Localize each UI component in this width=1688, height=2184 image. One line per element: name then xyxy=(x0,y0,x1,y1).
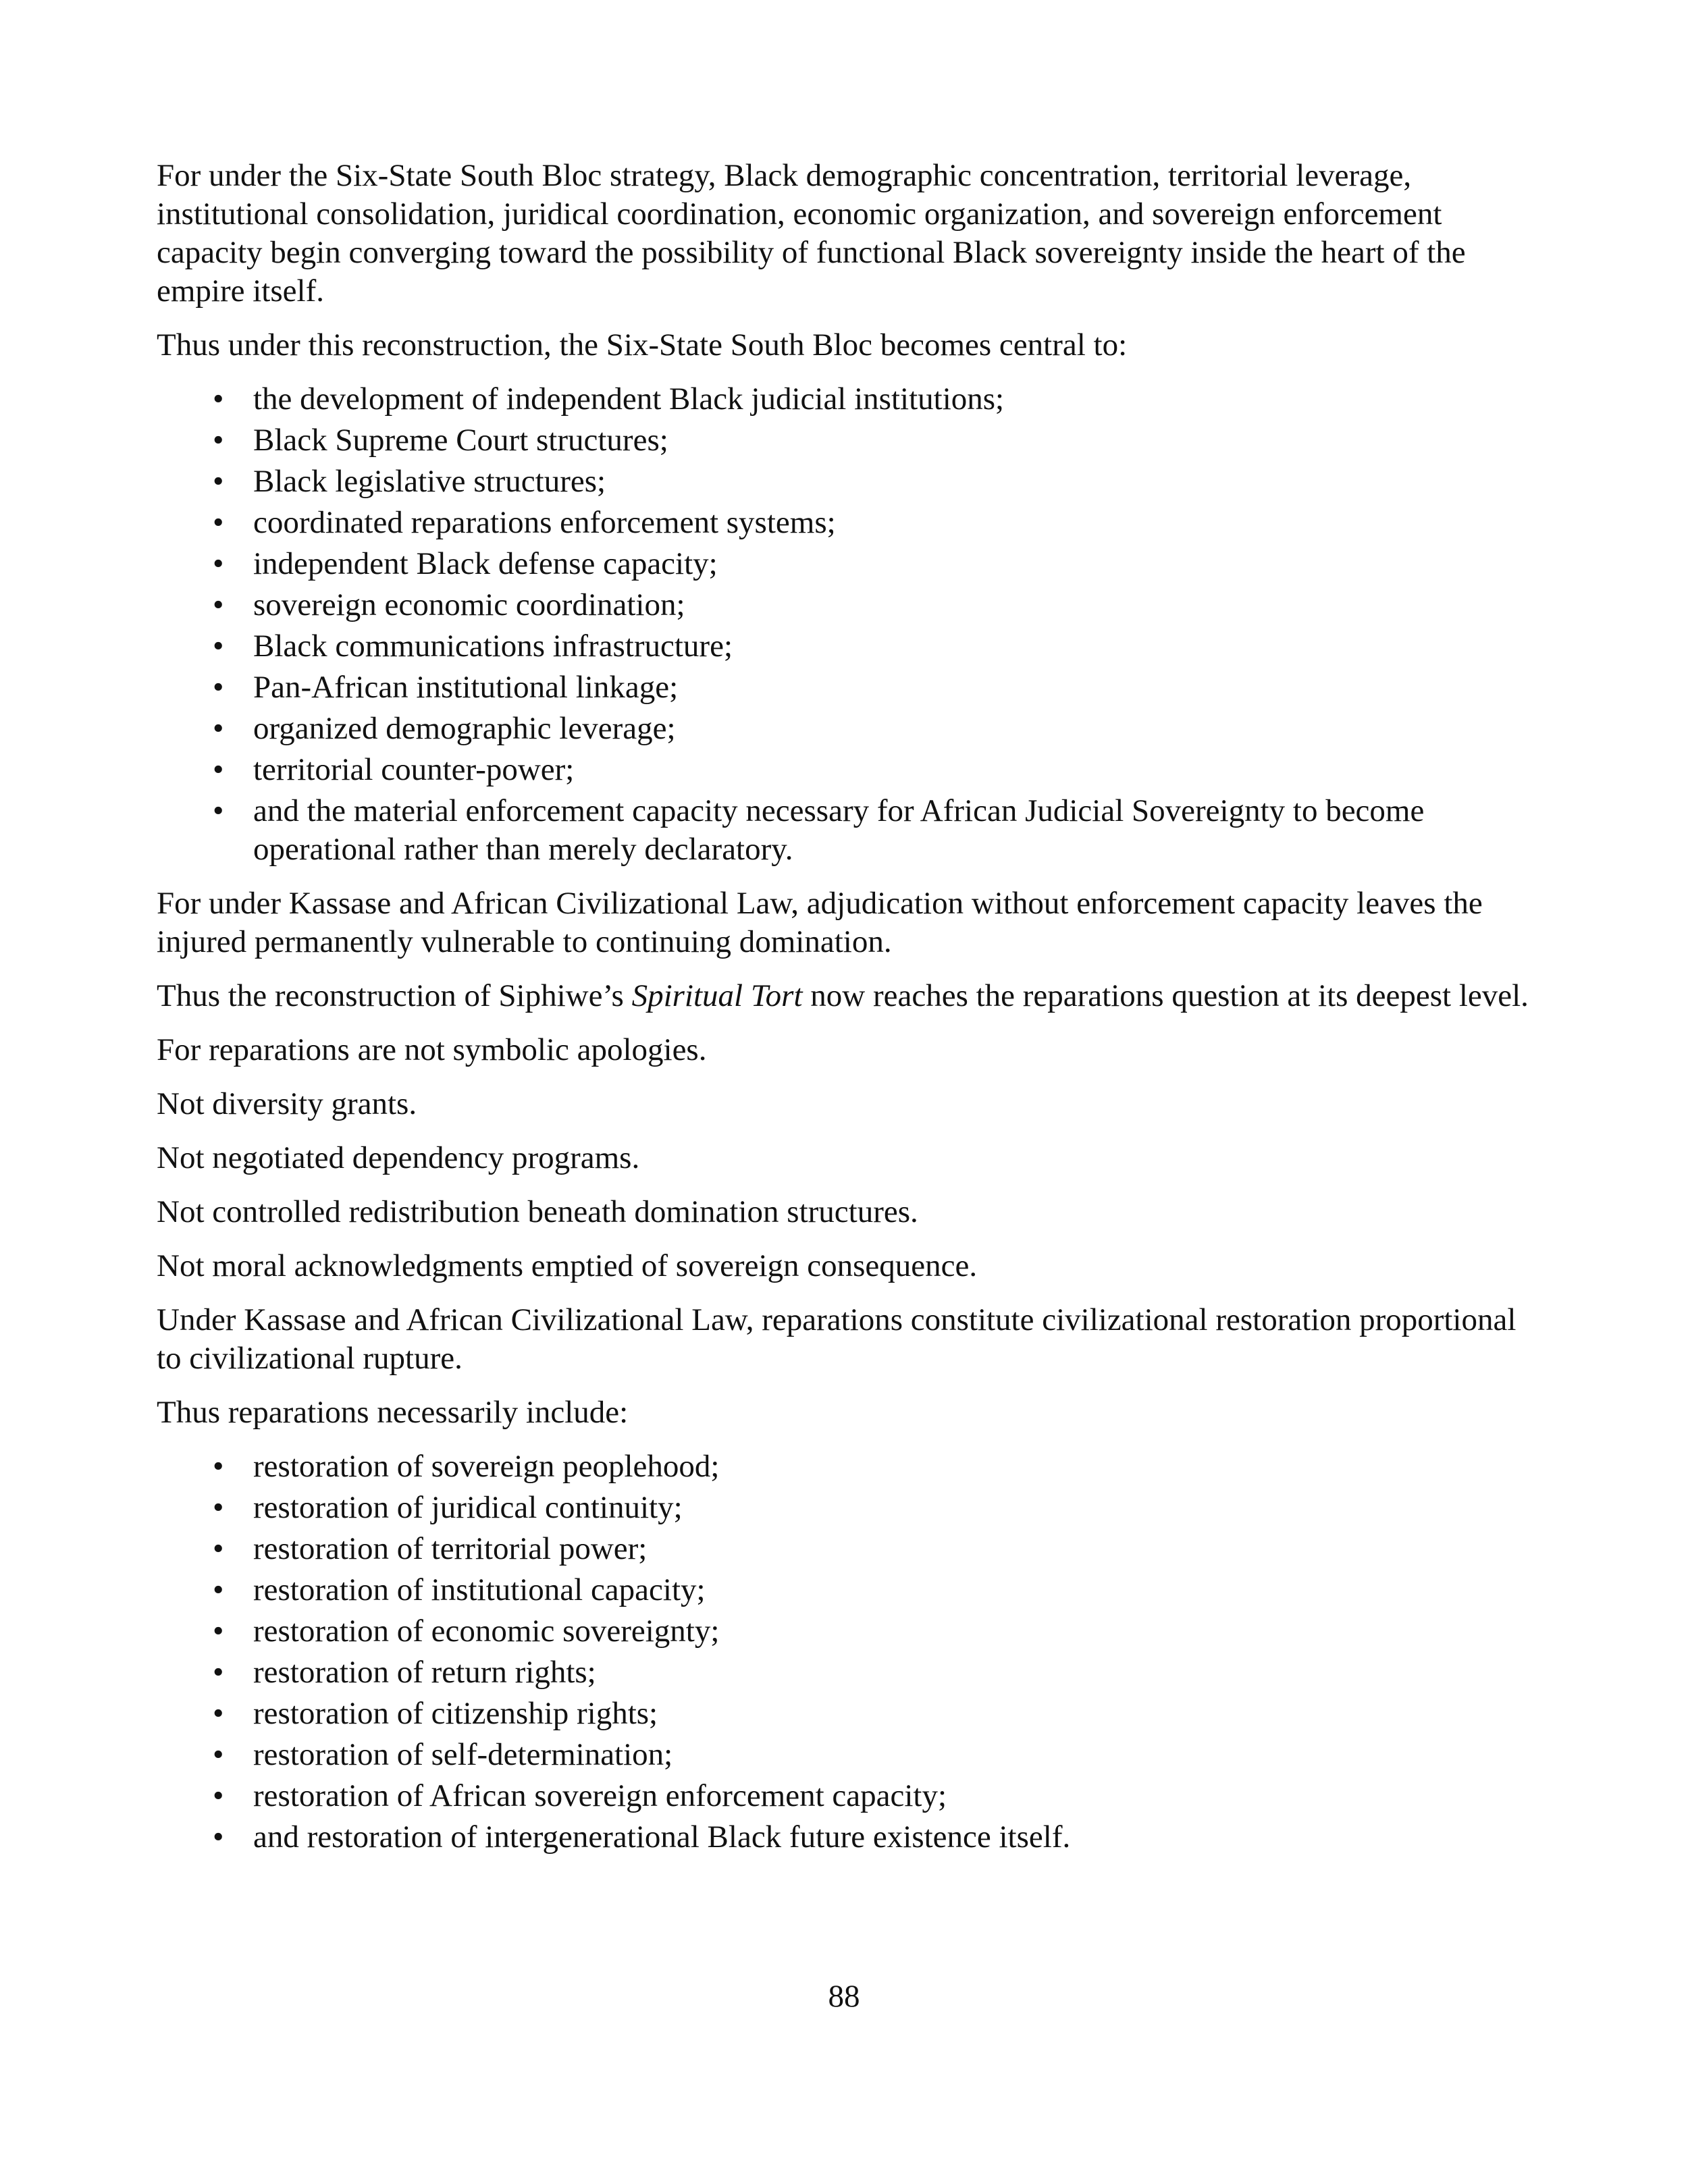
list-item: • restoration of territorial power; xyxy=(157,1530,1534,1568)
list-item: • the development of independent Black judicial institutions; xyxy=(157,380,1534,419)
bullet-icon: • xyxy=(213,1449,224,1484)
bullet-icon: • xyxy=(213,752,224,787)
list-item: • restoration of self-determination; xyxy=(157,1736,1534,1774)
list-item: • restoration of citizenship rights; xyxy=(157,1695,1534,1733)
bullet-icon: • xyxy=(213,423,224,458)
paragraph-restoration-definition: Under Kassase and African Civilizational Law, reparations constitute civilizational restoration proportional to civilizational rupture. xyxy=(157,1302,1516,1376)
paragraph-not-redistribution: Not controlled redistribution beneath domination structures. xyxy=(157,1194,918,1229)
bullet-icon: • xyxy=(213,1737,224,1772)
list-item: • coordinated reparations enforcement systems; xyxy=(157,504,1534,542)
bullet-icon: • xyxy=(213,1531,224,1566)
bullet-icon: • xyxy=(213,587,224,622)
bullet-icon: • xyxy=(213,711,224,746)
paragraph-spiritual-tort: Thus the reconstruction of Siphiwe’s Spiritual Tort now reaches the reparations question at its deepest level. xyxy=(157,978,1529,1013)
bullet-icon: • xyxy=(213,1490,224,1525)
bullet-list-reparations xyxy=(157,1447,1534,1857)
paragraph-adjudication: For under Kassase and African Civilizational Law, adjudication without enforcement capacity leaves the injured permanently vulnerable to continuing domination. xyxy=(157,886,1483,959)
list-item: • restoration of return rights; xyxy=(157,1653,1534,1692)
bullet-icon: • xyxy=(213,381,224,417)
list-item: • restoration of sovereign peoplehood; xyxy=(157,1447,1534,1486)
paragraph-reparations-include: Thus reparations necessarily include: xyxy=(157,1395,629,1430)
paragraph-bloc-central-intro: Thus under this reconstruction, the Six-State South Bloc becomes central to: xyxy=(157,327,1128,363)
list-item: • restoration of economic sovereignty; xyxy=(157,1612,1534,1651)
list-item: • Black Supreme Court structures; xyxy=(157,421,1534,460)
list-item: • organized demographic leverage; xyxy=(157,710,1534,748)
list-item: • Black legislative structures; xyxy=(157,462,1534,501)
list-item: • Black communications infrastructure; xyxy=(157,627,1534,666)
bullet-icon: • xyxy=(213,670,224,705)
bullet-icon: • xyxy=(213,793,224,828)
bullet-icon: • xyxy=(213,1778,224,1813)
bullet-icon: • xyxy=(213,1614,224,1649)
document-page xyxy=(157,157,1534,1872)
list-item: • sovereign economic coordination; xyxy=(157,586,1534,624)
list-item: • territorial counter-power; xyxy=(157,751,1534,789)
paragraph-south-bloc-strategy: For under the Six-State South Bloc strategy, Black demographic concentration, territorial leverage, institutional consolidation, juridical coordination, economic organization, and sovereign enforcement capacity begin converging toward the possibility of functional Black sovereignty inside the heart of the empire itself. xyxy=(157,158,1466,309)
paragraph-not-dependency: Not negotiated dependency programs. xyxy=(157,1140,640,1175)
bullet-icon: • xyxy=(213,1819,224,1855)
bullet-list-bloc-central xyxy=(157,380,1534,869)
bullet-icon: • xyxy=(213,546,224,581)
list-item: • independent Black defense capacity; xyxy=(157,545,1534,583)
bullet-icon: • xyxy=(213,464,224,499)
list-item: • Pan-African institutional linkage; xyxy=(157,668,1534,707)
bullet-icon: • xyxy=(213,1696,224,1731)
bullet-icon: • xyxy=(213,629,224,664)
paragraph-not-diversity: Not diversity grants. xyxy=(157,1086,417,1121)
bullet-icon: • xyxy=(213,505,224,540)
book-title-italic: Spiritual Tort xyxy=(631,978,803,1013)
list-item: • restoration of African sovereign enforcement capacity; xyxy=(157,1777,1534,1815)
bullet-icon: • xyxy=(213,1655,224,1690)
list-item: • restoration of juridical continuity; xyxy=(157,1489,1534,1527)
bullet-icon: • xyxy=(213,1572,224,1607)
page-number: 88 xyxy=(828,1979,860,2014)
list-item: • and the material enforcement capacity necessary for African Judicial Sovereignty to become operational rather than merely declaratory. xyxy=(213,793,1425,867)
paragraph-not-moral: Not moral acknowledgments emptied of sovereign consequence. xyxy=(157,1248,978,1283)
paragraph-not-symbolic: For reparations are not symbolic apologies. xyxy=(157,1032,707,1067)
list-item: • and restoration of intergenerational Black future existence itself. xyxy=(157,1818,1534,1857)
list-item: • restoration of institutional capacity; xyxy=(157,1571,1534,1609)
